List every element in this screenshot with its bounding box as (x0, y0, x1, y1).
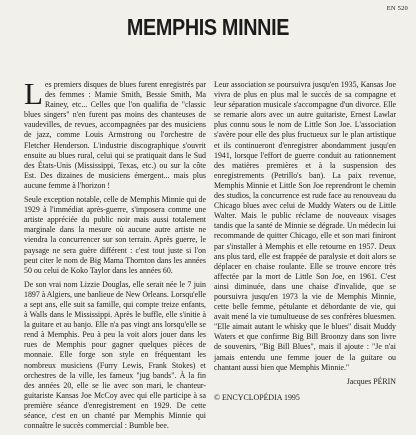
copyright-notice: © ENCYCLOPÉDIA 1995 (214, 392, 300, 402)
catalog-number: EN 520 (386, 5, 408, 12)
author-signature: Jacques PÉRIN (346, 376, 396, 386)
intro-text: es premiers disques de blues furent enregistrés par des femmes : Mamie Smith, Bessie Smith, Ma Rainey, etc... Celles que l'on qualifia de "classic blues singers" n'en furent pas moins des chanteuses de vaudevilles, de revues, accompagnées par des musiciens de jazz, comme Louis Armstrong ou l'orchestre de Fletcher Henderson. L'industrie discographique s'ouvrit ensuite au blues rural, celui qui se pratiquait dans le Sud des États-Unis (Mississippi, Texas, etc.) ou sur la côte Est. Des dizaines de musiciens émergent... mais plus aucune femme à l'horizon ! (24, 80, 206, 190)
drop-cap: L (24, 76, 43, 111)
right-column (214, 80, 396, 403)
paragraph-career: Leur association se poursuivra jusqu'en 1935, Kansas Joe vivra de plus en plus mal le succès de sa compagne et leur séparation musicale s'accompagne d'un divorce. Elle se remarie alors avec un autre guitariste, Ernest Lawlar plus connu sous le nom de Little Son Joe. L'association s'avère pour elle des plus fructueux sur le plan artistique et ils continueront d'enregistrer abondamment jusqu'en 1941, lorsque l'effort de guerre conduit au rationnement des matières premières et à la suspension des enregistrements (Petrillo's ban). La paix revenue, Memphis Minnie et Little Son Joe reprendront le chemin des studios, la concurrence est rude face au renouveau du Chicago blues avec celui de Muddy Waters ou de Little Walter. Mais le public réclame de nouveaux visages tandis que la santé de Minnie se dégrade. Un médecin lui recommande de quitter Chicago, elle et son mari finiront par s'installer à Memphis et elle retourne en 1957. Deux ans plus tard, elle est frappée de paralysie et doit alors se déplacer en chaise roulante. Elle se trouve encore très affectée par la mort de Little Son Joe, en 1961. C'est ainsi diminuée, dans une chaise d'invalide, que se poursuivra jusqu'en 1973 la vie de Memphis Minnie, cette belle femme, pétulante et débordante de vie, qui avait mené la vie tumultueuse de ses confrères bluesmen. "Elle aimait autant le whisky que le blues" disait Muddy Waters et que confirme Big Bill Broonzy dans son livre de souvenirs, "Big Bill Blues", mais il ajoute : "Je n'ai jamais entendu une femme jouer de la guitare ou chantant aussi bien que Memphis Minnie." (214, 80, 396, 372)
paragraph-exception: Seule exception notable, celle de Memphis Minnie qui de 1929 à l'immédiat après-guerre, s'imposera comme une artiste appréciée du public noir mais aussi totalement marginale dans la mesure où aucune autre artiste ne viendra la concurrencer sur son terrain. Après guerre, le paysage ne sera guère différent : c'est tout juste si l'on peut citer le nom de Big Mama Thornton dans les années 50 ou celui de Koko Taylor dans les années 60. (24, 195, 206, 275)
paragraph-biography: De son vrai nom Lizzie Douglas, elle serait née le 7 juin 1897 à Algiers, une banlieue de New Orleans. Lorsqu'elle a sept ans, elle suit sa famille, qui compte treize enfants, à Walls dans le Mississippi. Après le buffle, elle s'initie à la guitare et au banjo. Elle n'a pas vingt ans lorsqu'elle se rend à Memphis. Peu à peu la voit alors jouer dans les rues de Memphis pour gagner quelques pièces de monnaie. Elle forge son style en fréquentant les nombreux musiciens (Furry Lewis, Frank Stokes) et orchestres de la ville, les fameux "jug bands". À la fin des années 20, elle se lie avec son mari, le chanteur-guitariste Kansas Joe McCoy avec qui elle participe à sa première séance d'enregistrement en 1929. De cette séance, c'est en un chanté par Memphis Minnie qui connaître le succès commercial : Bumble bee. (24, 279, 206, 431)
left-column (24, 76, 206, 435)
page-title: MEMPHIS MINNIE (126, 14, 290, 40)
intro-paragraph (24, 76, 206, 191)
